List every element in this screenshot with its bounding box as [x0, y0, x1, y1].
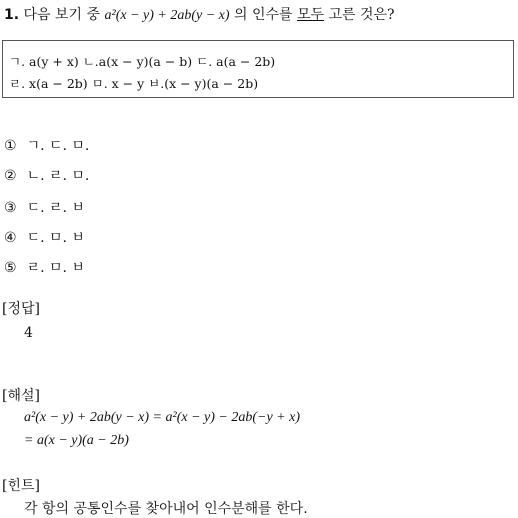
hint-text: 각 항의 공통인수를 찾아내어 인수분해를 한다. [24, 501, 308, 517]
question-suffix: 고른 것은? [328, 7, 395, 23]
choice-text: ㄱ. ㄷ. ㅁ. [26, 138, 90, 154]
options-line-1: ㄱ. a(y + x) ㄴ.a(x − y)(a − b) ㄷ. a(a − 2b) [9, 54, 276, 69]
choice-5[interactable] [4, 257, 85, 277]
choice-number: ② [4, 168, 17, 184]
options-box [2, 40, 514, 98]
choice-text: ㄷ. ㅁ. ㅂ [26, 230, 85, 246]
choice-text: ㄷ. ㄹ. ㅂ [26, 200, 85, 216]
choice-number: ③ [4, 200, 17, 216]
choice-number: ④ [4, 230, 17, 246]
choice-number: ① [4, 138, 17, 154]
choice-number: ⑤ [4, 260, 17, 276]
question-emphasis: 모두 [297, 7, 325, 23]
question-title [4, 4, 395, 24]
question-number: 1. [4, 7, 20, 23]
question-expression: a²(x − y) + 2ab(y − x) [104, 8, 230, 23]
choice-3[interactable] [4, 197, 85, 217]
answer-label: [정답] [2, 301, 40, 317]
choice-text: ㄴ. ㄹ. ㅁ. [26, 168, 90, 184]
choice-1[interactable] [4, 135, 89, 155]
answer-value: 4 [24, 325, 33, 341]
explanation-line-1: a²(x − y) + 2ab(y − x) = a²(x − y) − 2ab(−y + x) [24, 410, 300, 425]
options-line-2: ㄹ. x(a − 2b) ㅁ. x − y ㅂ.(x − y)(a − 2b) [9, 76, 259, 91]
question-middle: 의 인수를 [234, 7, 293, 23]
choice-2[interactable] [4, 165, 89, 185]
choice-4[interactable] [4, 227, 85, 247]
question-prefix: 다음 보기 중 [23, 7, 101, 23]
hint-label: [힌트] [2, 478, 40, 494]
choice-text: ㄹ. ㅁ. ㅂ [26, 260, 85, 276]
explanation-label: [해설] [2, 388, 40, 404]
explanation-line-2: = a(x − y)(a − 2b) [24, 433, 129, 448]
